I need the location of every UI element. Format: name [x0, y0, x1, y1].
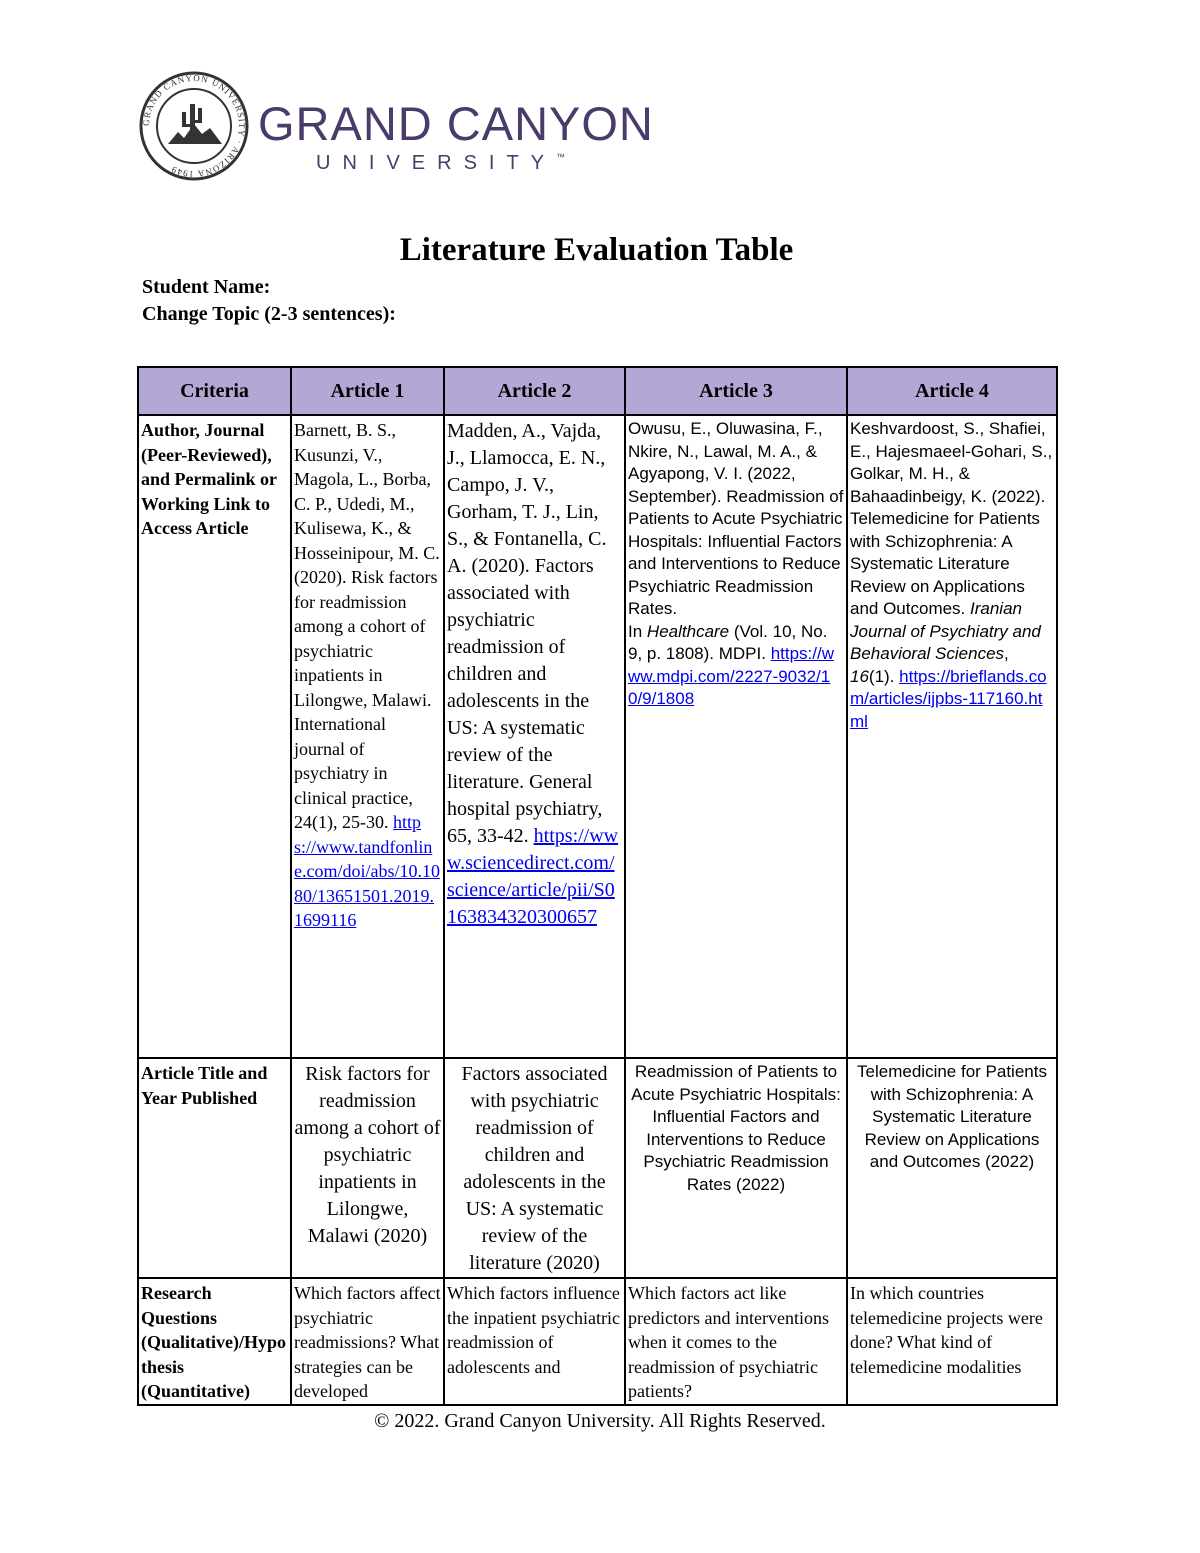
article-4-separator: , [1004, 644, 1009, 663]
change-topic-label: Change Topic (2-3 sentences): [142, 303, 396, 325]
article-3-citation [625, 415, 847, 1058]
article-4-issue: (1). [868, 666, 895, 686]
article-4-citation-text: Keshvardoost, S., Shafiei, E., Hajesmaeel-Gohari, S., Golkar, M. H., & Bahaadinbeigy, K. (2022). Telemedicine for Patients with Schizophrenia: A Systematic Literature Review on Applications and Outcomes. [850, 419, 1053, 618]
criteria-author-journal: Author, Journal (Peer-Reviewed), and Permalink or Working Link to Access Article [138, 415, 291, 1058]
table-row-author-journal [138, 415, 1057, 1058]
article-3-citation-text: Owusu, E., Oluwasina, F., Nkire, N., Lawal, M. A., & Agyapong, V. I. (2022, September). Readmission of Patients to Acute Psychiatric Hospitals: Influential Factors and Interventions to Reduce Psychiatric Readmission Rates. [628, 419, 844, 618]
university-seal-icon [138, 70, 250, 182]
header-article-3: Article 3 [625, 367, 847, 415]
table-row-research-questions [138, 1278, 1057, 1405]
article-3-title: Readmission of Patients to Acute Psychiatric Hospitals: Influential Factors and Interventions to Reduce Psychiatric Readmission Rates (2022) [625, 1058, 847, 1278]
article-4-journal: Iranian Journal of Psychiatry and Behavioral Sciences [850, 599, 1041, 663]
svg-text:GRAND CANYON UNIVERSITY · ARIZ: GRAND CANYON UNIVERSITY · ARIZONA 1949 [140, 72, 248, 180]
header-article-2: Article 2 [444, 367, 625, 415]
brand-name-line1: GRAND CANYON [258, 97, 654, 150]
article-4-volume: 16 [850, 666, 869, 686]
article-1-citation-text: Barnett, B. S., Kusunzi, V., Magola, L., Borba, C. P., Udedi, M., Kulisewa, K., & Hosseinipour, M. C. (2020). Risk factors for readmission among a cohort of psychiatric inpatients in Lilongwe, Malawi. International journal of psychiatry in clinical practice, 24(1), 25-30. [294, 420, 440, 832]
article-2-research-questions: Which factors influence the inpatient psychiatric readmission of adolescents and [444, 1278, 625, 1405]
criteria-title-year: Article Title and Year Published [138, 1058, 291, 1278]
article-1-citation [291, 415, 444, 1058]
article-2-link[interactable]: https://www.sciencedirect.com/science/article/pii/S0163834320300657 [447, 825, 619, 928]
article-4-citation [847, 415, 1057, 1058]
header-criteria: Criteria [138, 367, 291, 415]
header-article-4: Article 4 [847, 367, 1057, 415]
student-name-label: Student Name: [142, 276, 271, 298]
article-4-link[interactable]: https://brieflands.com/articles/ijpbs-117160.html [850, 666, 1047, 731]
table-row-title-year [138, 1058, 1057, 1278]
literature-evaluation-table [137, 366, 1058, 1406]
article-3-citation-details: (Vol. 10, No. 9, p. 1808). MDPI. [628, 621, 828, 663]
article-2-title: Factors associated with psychiatric readmission of children and adolescents in the US: A systematic review of the literature (2020) [444, 1058, 625, 1278]
article-3-research-questions: Which factors act like predictors and interventions when it comes to the readmission of psychiatric patients? [625, 1278, 847, 1405]
header-article-1: Article 1 [291, 367, 444, 415]
page-title: Literature Evaluation Table [399, 232, 794, 268]
article-3-link[interactable]: https://www.mdpi.com/2227-9032/10/9/1808 [628, 644, 834, 708]
copyright-footer: © 2022. Grand Canyon University. All Rights Reserved. [374, 1410, 826, 1432]
brand-name-line2: UNIVERSITY™ [316, 152, 566, 174]
trademark-symbol: ™ [556, 152, 566, 162]
article-2-citation-text: Madden, A., Vajda, J., Llamocca, E. N., Campo, J. V., Gorham, T. J., Lin, S., & Fontanella, C. A. (2020). Factors associated with psychiatric readmission of children and adolescents in the US: A systematic review of the literature. General hospital psychiatry, 65, 33-42. [447, 420, 607, 847]
table-header-row [138, 367, 1057, 415]
article-1-title: Risk factors for readmission among a cohort of psychiatric inpatients in Lilongwe, Malawi (2020) [291, 1058, 444, 1278]
article-2-citation [444, 415, 625, 1058]
article-4-research-questions: In which countries telemedicine projects were done? What kind of telemedicine modalities [847, 1278, 1057, 1405]
criteria-research-questions: Research Questions (Qualitative)/Hypothesis (Quantitative) [138, 1278, 291, 1405]
article-1-research-questions: Which factors affect psychiatric readmissions? What strategies can be developed [291, 1278, 444, 1405]
article-3-in-label: In [628, 621, 643, 641]
article-3-journal: Healthcare [646, 621, 730, 641]
article-4-title: Telemedicine for Patients with Schizophrenia: A Systematic Literature Review on Applications and Outcomes (2022) [847, 1058, 1057, 1278]
gcu-logo [138, 70, 654, 182]
article-1-link[interactable]: https://www.tandfonline.com/doi/abs/10.1080/13651501.2019.1699116 [294, 812, 440, 930]
